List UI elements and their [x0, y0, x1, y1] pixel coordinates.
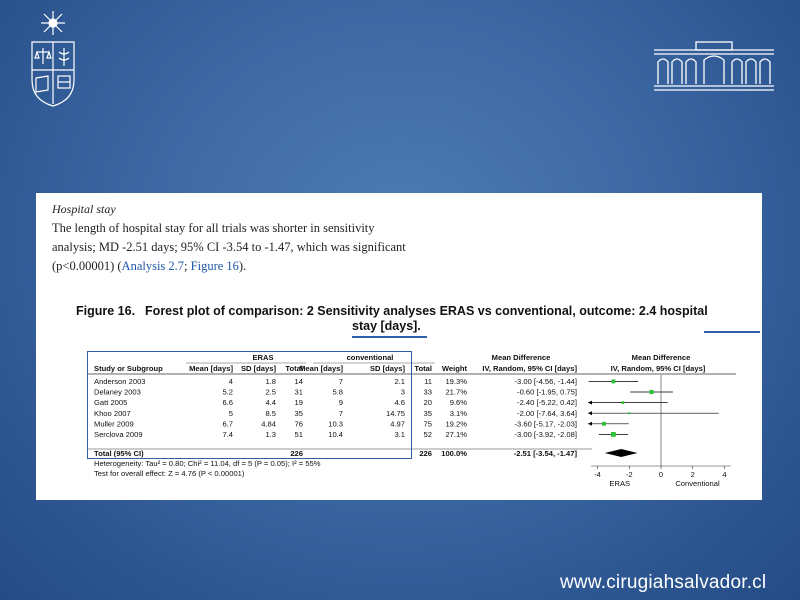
conventional-mean: 7	[338, 377, 343, 386]
eras-mean: 7.4	[222, 430, 233, 439]
conventional-sd: 4.6	[394, 398, 405, 408]
analysis-link[interactable]: Analysis 2.7	[121, 259, 185, 273]
figure-caption-line1: Forest plot of comparison: 2 Sensitivity analyses ERAS vs conventional, outcome: 2.4 hospital	[145, 304, 708, 318]
study-weight: 19.3%	[445, 377, 467, 386]
eras-sd: 2.5	[265, 387, 276, 397]
eras-total: 14	[294, 377, 303, 386]
study-mean-difference: -3.00 [-4.56, -1.44]	[514, 377, 577, 386]
section-heading: Hospital stay	[52, 202, 116, 216]
paragraph-separator: ;	[184, 259, 191, 273]
x-tick-label: -2	[625, 470, 633, 479]
column-header: Total	[285, 364, 303, 373]
website-url[interactable]: www.cirugiahsalvador.cl	[560, 572, 767, 593]
study-point	[611, 432, 616, 437]
ci-arrow	[588, 411, 592, 415]
eras-sd: 4.4	[265, 398, 276, 408]
study-name: Khoo 2007	[94, 408, 131, 418]
study-weight: 9.6%	[449, 398, 467, 408]
study-mean-difference: -3.00 [-3.92, -2.08]	[514, 430, 577, 439]
conventional-mean: 9	[338, 398, 343, 408]
favours-conventional-label: Conventional	[675, 479, 720, 488]
pooled-diamond	[605, 449, 638, 457]
eras-total: 76	[294, 419, 303, 429]
column-header: IV, Random, 95% CI [days]	[482, 364, 577, 373]
overall-effect-text: Test for overall effect: Z = 4.76 (P < 0.00001)	[94, 469, 245, 478]
star-icon	[41, 11, 65, 35]
column-header: SD [days]	[240, 364, 276, 373]
eras-sd: 8.5	[265, 408, 276, 418]
eras-total: 19	[294, 398, 303, 408]
paragraph-end: ).	[238, 259, 247, 273]
conventional-sd: 3.1	[394, 430, 405, 439]
eras-mean: 6.6	[222, 398, 233, 408]
column-header: SD [days]	[369, 364, 405, 373]
study-weight: 3.1%	[449, 408, 467, 418]
study-weight: 19.2%	[445, 419, 467, 429]
conventional-total: 33	[423, 387, 432, 397]
column-header: Weight	[441, 364, 467, 373]
column-header: Mean [days]	[189, 364, 233, 373]
eras-mean: 5	[228, 408, 233, 418]
figure-link[interactable]: Figure 16	[190, 259, 239, 273]
eras-sd: 1.8	[265, 377, 276, 386]
column-header: Mean [days]	[299, 364, 343, 373]
figure-caption-line2: stay [days].	[352, 319, 421, 333]
conventional-mean: 7	[338, 408, 343, 418]
total-weight: 100.0%	[441, 449, 467, 458]
study-point	[628, 412, 630, 414]
x-tick-label: 2	[690, 470, 695, 479]
study-weight: 21.7%	[445, 387, 467, 397]
study-point	[611, 379, 615, 383]
study-name: Serclova 2009	[94, 430, 143, 439]
conventional-mean: 10.3	[328, 419, 343, 429]
x-tick-label: -4	[594, 470, 601, 479]
study-point	[622, 401, 625, 404]
total-eras: 226	[290, 449, 303, 458]
scales-icon	[35, 48, 51, 64]
column-header: Total	[414, 364, 432, 373]
ci-arrow	[588, 422, 592, 426]
figure-number: Figure 16.	[76, 304, 136, 318]
group-header-eras: ERAS	[252, 353, 274, 362]
book-icon	[36, 76, 48, 92]
conventional-total: 35	[423, 408, 432, 418]
tools-icon	[58, 76, 70, 88]
study-point	[649, 390, 653, 394]
ci-arrow	[588, 401, 592, 405]
eras-total: 35	[294, 408, 303, 418]
eras-total: 31	[294, 387, 303, 397]
conventional-total: 20	[423, 398, 432, 408]
eras-mean: 6.7	[222, 419, 233, 429]
conventional-mean: 10.4	[328, 430, 343, 439]
study-name: Anderson 2003	[94, 377, 146, 386]
study-mean-difference: -2.40 [-5.22, 0.42]	[517, 398, 577, 408]
conventional-mean: 5.8	[332, 387, 343, 397]
conventional-total: 75	[423, 419, 432, 429]
eras-mean: 4	[228, 377, 233, 386]
conventional-sd: 4.97	[390, 419, 405, 429]
group-header-mean-difference: Mean Difference	[491, 353, 551, 362]
column-header: IV, Random, 95% CI [days]	[610, 364, 706, 373]
university-crest-logo	[24, 8, 82, 108]
conventional-total: 11	[424, 377, 432, 386]
study-mean-difference: -2.00 [-7.64, 3.64]	[517, 408, 577, 418]
eras-mean: 5.2	[222, 387, 233, 397]
favours-eras-label: ERAS	[609, 479, 631, 488]
total-label: Total (95% CI)	[94, 449, 144, 458]
heterogeneity-text: Heterogeneity: Tau² = 0.80; Chi² = 11.04, df = 5 (P = 0.05); I² = 55%	[94, 459, 321, 468]
conventional-sd: 3	[400, 387, 405, 397]
total-mean-difference: -2.51 [-3.54, -1.47]	[513, 449, 577, 458]
group-header-conventional: conventional	[346, 353, 394, 362]
study-point	[602, 422, 606, 426]
x-tick-label: 0	[658, 470, 664, 479]
total-conventional: 226	[419, 449, 432, 458]
highlight-box	[87, 351, 412, 459]
conventional-total: 52	[423, 430, 432, 439]
study-name: Gatt 2005	[94, 398, 128, 408]
eras-sd: 1.3	[265, 430, 276, 439]
study-weight: 27.1%	[445, 430, 467, 439]
column-header: Study or Subgroup	[94, 364, 163, 373]
caduceus-icon	[59, 48, 69, 66]
group-header-plot: Mean Difference	[631, 353, 691, 362]
study-name: Muller 2009	[94, 419, 134, 429]
conventional-sd: 2.1	[394, 377, 405, 386]
paragraph-text: The length of hospital stay for all trials was shorter in sensitivity analysis; MD -2.51 days; 95% CI -3.54 to -1.47, which was significant (p<0.00001) (	[52, 221, 406, 273]
study-name: Delaney 2003	[94, 387, 141, 397]
study-mean-difference: -0.60 [-1.95, 0.75]	[517, 387, 577, 397]
eras-sd: 4.84	[261, 419, 276, 429]
conventional-sd: 14.75	[385, 408, 405, 418]
x-tick-label: 4	[722, 470, 727, 479]
study-mean-difference: -3.60 [-5.17, -2.03]	[514, 419, 577, 429]
eras-total: 51	[294, 430, 303, 439]
content-panel	[36, 193, 762, 500]
building-facade-logo	[652, 40, 776, 92]
